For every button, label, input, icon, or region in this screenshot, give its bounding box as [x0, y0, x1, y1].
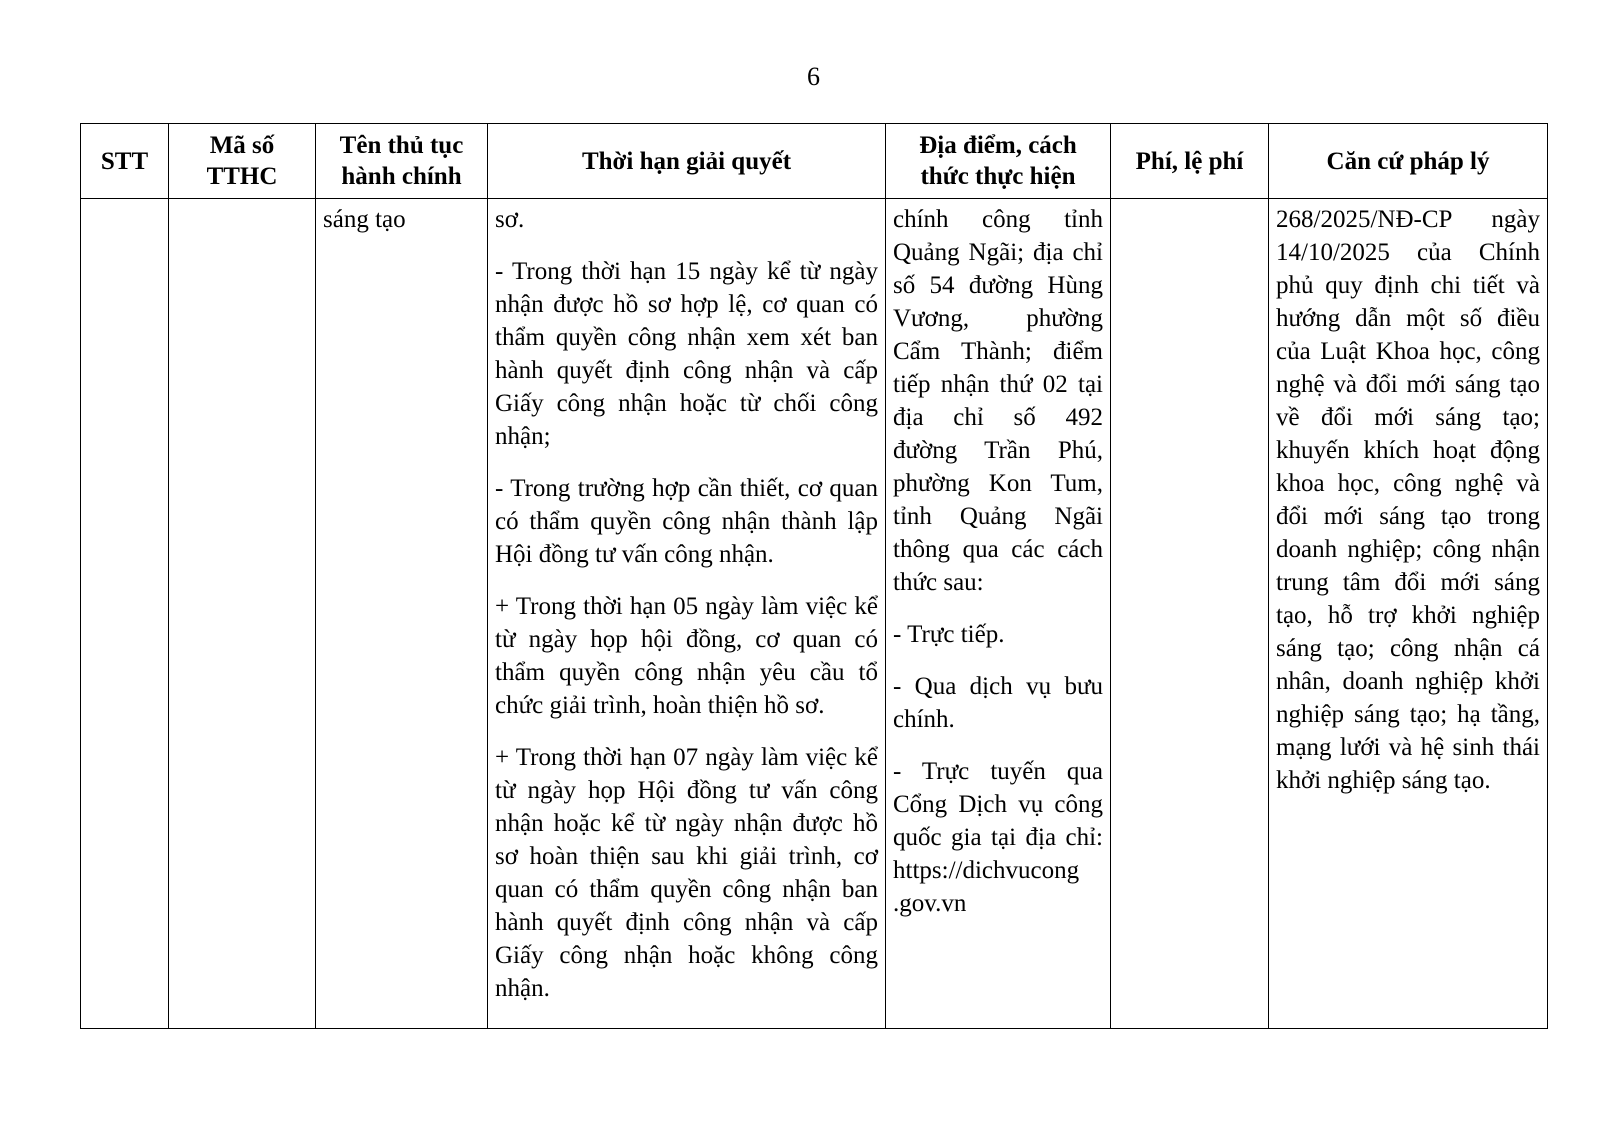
paragraph-with-url: - Trực tuyến qua Cổng Dịch vụ công quốc gia tại địa chỉ: https://dichvucong .gov.vn [893, 758, 1103, 917]
header-can-cu: Căn cứ pháp lý [1269, 124, 1548, 199]
cell-thoi-han [488, 199, 886, 1029]
paragraph: + Trong thời hạn 05 ngày làm việc kể từ ngày họp hội đồng, cơ quan có thẩm quyền công nhận yêu cầu tổ chức giải trình, hoàn thiện hồ sơ. [495, 593, 878, 719]
paragraph: + Trong thời hạn 07 ngày làm việc kể từ ngày họp Hội đồng tư vấn công nhận hoặc kể từ ngày nhận được hồ sơ hoàn thiện sau khi giải trình, cơ quan có thẩm quyền công nhận ban hành quyết định công nhận và cấp Giấy công nhận hoặc không công nhận. [495, 744, 878, 1002]
header-dia-diem: Địa điểm, cách thức thực hiện [886, 124, 1111, 199]
cell-ten-thu-tuc [316, 199, 488, 1029]
cell-phi-le-phi [1111, 199, 1269, 1029]
header-thoi-han: Thời hạn giải quyết [488, 124, 886, 199]
header-ten-thu-tuc: Tên thủ tục hành chính [316, 124, 488, 199]
table-row [81, 199, 1548, 1029]
procedures-table [80, 123, 1548, 1029]
cell-stt [81, 199, 169, 1029]
cell-dia-diem [886, 199, 1111, 1029]
table-header-row [81, 124, 1548, 199]
page-number: 6 [807, 62, 820, 91]
paragraph: - Trực tiếp. [893, 621, 1005, 648]
header-phi-le-phi: Phí, lệ phí [1111, 124, 1269, 199]
paragraph: sơ. [495, 206, 525, 233]
header-stt: STT [81, 124, 169, 199]
cell-ma-so-tthc [169, 199, 316, 1029]
header-ma-so-tthc: Mã số TTHC [169, 124, 316, 199]
paragraph: chính công tỉnh Quảng Ngãi; địa chỉ số 54 đường Hùng Vương, phường Cẩm Thành; điểm tiếp nhận thứ 02 tại địa chỉ số 492 đường Trần Phú, phường Kon Tum, tỉnh Quảng Ngãi thông qua các cách thức sau: [893, 206, 1103, 596]
paragraph: - Trong trường hợp cần thiết, cơ quan có thẩm quyền công nhận thành lập Hội đồng tư vấn công nhận. [495, 475, 878, 568]
cell-can-cu [1269, 199, 1548, 1029]
procedure-name-continued: sáng tạo [323, 206, 406, 233]
paragraph: - Trong thời hạn 15 ngày kể từ ngày nhận được hồ sơ hợp lệ, cơ quan có thẩm quyền công nhận xem xét ban hành quyết định công nhận và cấp Giấy công nhận hoặc từ chối công nhận; [495, 258, 878, 450]
paragraph: - Qua dịch vụ bưu chính. [893, 673, 1103, 733]
paragraph: 268/2025/NĐ-CP ngày 14/10/2025 của Chính phủ quy định chi tiết và hướng dẫn một số điều của Luật Khoa học, công nghệ và đổi mới sáng tạo về đổi mới sáng tạo; khuyến khích hoạt động khoa học, công nghệ và đổi mới sáng tạo trong doanh nghiệp; công nhận trung tâm đổi mới sáng tạo, hỗ trợ khởi nghiệp sáng tạo; công nhận cá nhân, doanh nghiệp khởi nghiệp sáng tạo; hạ tầng, mạng lưới và hệ sinh thái khởi nghiệp sáng tạo. [1276, 206, 1540, 794]
